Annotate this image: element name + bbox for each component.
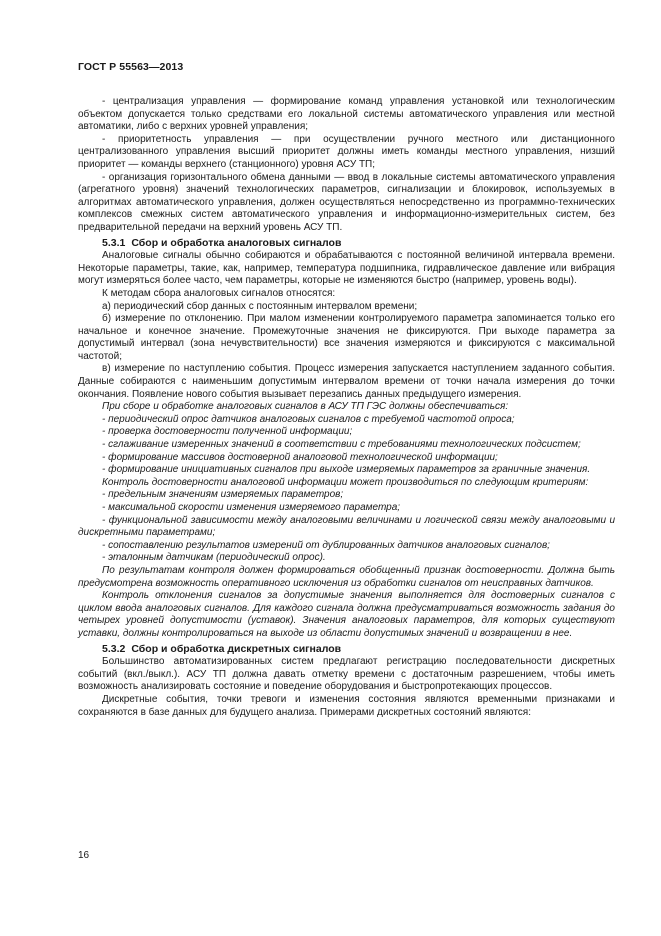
paragraph: Большинство автоматизированных систем предлагают регистрацию последовательности дискретных событий (вкл./выкл.). АСУ ТП должна давать отметку времени с достаточным разрешением, чтобы иметь возможность анализировать состояние и поведение оборудования и быстропротекающих процессов. <box>78 656 615 693</box>
document-body <box>78 96 615 719</box>
paragraph-italic: При сборе и обработке аналоговых сигналов в АСУ ТП ГЭС должны обеспечиваться: <box>102 401 509 413</box>
paragraph: - приоритетность управления — при осуществлении ручного местного или дистанционного централизованного управления высший приоритет должны иметь команды местного управления, низший приоритет — команды верхнего (станционного) уровня АСУ ТП; <box>78 133 615 170</box>
list-item: - предельным значениям измеряемых параметров; <box>102 489 344 501</box>
paragraph-italic: Контроль отклонения сигналов за допустимые значения выполняется для достоверных сигналов с циклом ввода аналоговых сигналов. Для каждого сигнала должна предусматриваться возможность задания до четырех уровней допустимости (уставок). Значения аналоговых параметров, для которых существуют уставки, должны контролироваться на выходе из области допустимых значений и возвращении в нее. <box>78 590 615 639</box>
section-heading-5-3-1 <box>78 237 615 250</box>
list-item: б) измерение по отклонению. При малом изменении контролируемого параметра запоминается только его начальное и конечное значение. Промежуточные значения не фиксируются. При выходе параметра за допустимый интервал (зона нечувствительности) все значения измеряются и фиксируются с максимальной частотой; <box>78 313 615 362</box>
paragraph-italic: По результатам контроля должен формироваться обобщенный признак достоверности. Должна быть предусмотрена возможность оперативного исключения из обработки сигналов от неисправных датчиков. <box>78 564 615 589</box>
section-title: Сбор и обработка аналоговых сигналов <box>131 236 342 249</box>
list-item: - сглаживание измеренных значений в соответствии с требованиями технологических подсистем; <box>102 439 581 451</box>
page-header: ГОСТ Р 55563—2013 <box>78 61 184 73</box>
list-item: в) измерение по наступлению события. Процесс измерения запускается наступлением заданного события. Данные собираются с наименьшим допустимым интервалом времени от точки начала измерения до точки окончания. Появление нового события вызывает перезапись данных предыдущего измерения. <box>78 363 615 400</box>
list-item: - формирование инициативных сигналов при выходе измеряемых параметров за граничные значения. <box>102 464 591 476</box>
section-title: Сбор и обработка дискретных сигналов <box>131 642 342 655</box>
paragraph: Дискретные события, точки тревоги и изменения состояния являются временными признаками и сохраняются в базе данных для будущего анализа. Примерами дискретных состояний являются: <box>78 693 615 718</box>
list-item: - сопоставлению результатов измерений от дублированных датчиков аналоговых сигналов; <box>102 539 550 551</box>
list-item: - формирование массивов достоверной аналоговой технологической информации; <box>102 451 498 463</box>
list-item: а) периодический сбор данных с постоянным интервалом времени; <box>102 300 418 312</box>
paragraph-italic: Контроль достоверности аналоговой информации может производиться по следующим критериям: <box>102 476 589 488</box>
list-item: - максимальной скорости изменения измеряемого параметра; <box>102 502 401 513</box>
page-number: 16 <box>78 850 90 861</box>
list-item: - функциональной зависимости между аналоговыми величинами и логической связи между аналоговыми и дискретными параметрами; <box>78 514 615 539</box>
paragraph: Аналоговые сигналы обычно собираются и обрабатываются с постоянной величиной интервала времени. Некоторые параметры, такие, как, например, температура подшипника, гидравлическое давление или вибрация могут измеряться более часто, чем параметры, которые не изменяются быстро (например, уровень воды). <box>78 250 615 287</box>
section-heading-5-3-2 <box>78 643 615 656</box>
section-number: 5.3.1 <box>102 236 126 249</box>
paragraph: К методам сбора аналоговых сигналов относятся: <box>102 287 336 299</box>
paragraph: - централизация управления — формирование команд управления установкой или технологическим объектом допускается только средствами его локальной системы автоматического управления или местной автоматики, либо с верхних уровней управления; <box>78 96 615 133</box>
list-item: - эталонным датчикам (периодический опрос). <box>102 552 326 564</box>
list-item: - проверка достоверности полученной информации; <box>102 426 353 438</box>
section-number: 5.3.2 <box>102 642 126 655</box>
list-item: - периодический опрос датчиков аналоговых сигналов с требуемой частотой опроса; <box>102 413 515 425</box>
paragraph: - организация горизонтального обмена данными — ввод в локальные системы автоматического управления (агрегатного уровня) значений технологических параметров, сигнализации и блокировок, используемых в алгоритмах автоматического управления, должен осуществляться непосредственно из программно-технических комплексов смежных систем автоматического управления и информационно-измерительных систем, без предварительной передачи на верхний уровень АСУ ТП. <box>78 171 615 233</box>
